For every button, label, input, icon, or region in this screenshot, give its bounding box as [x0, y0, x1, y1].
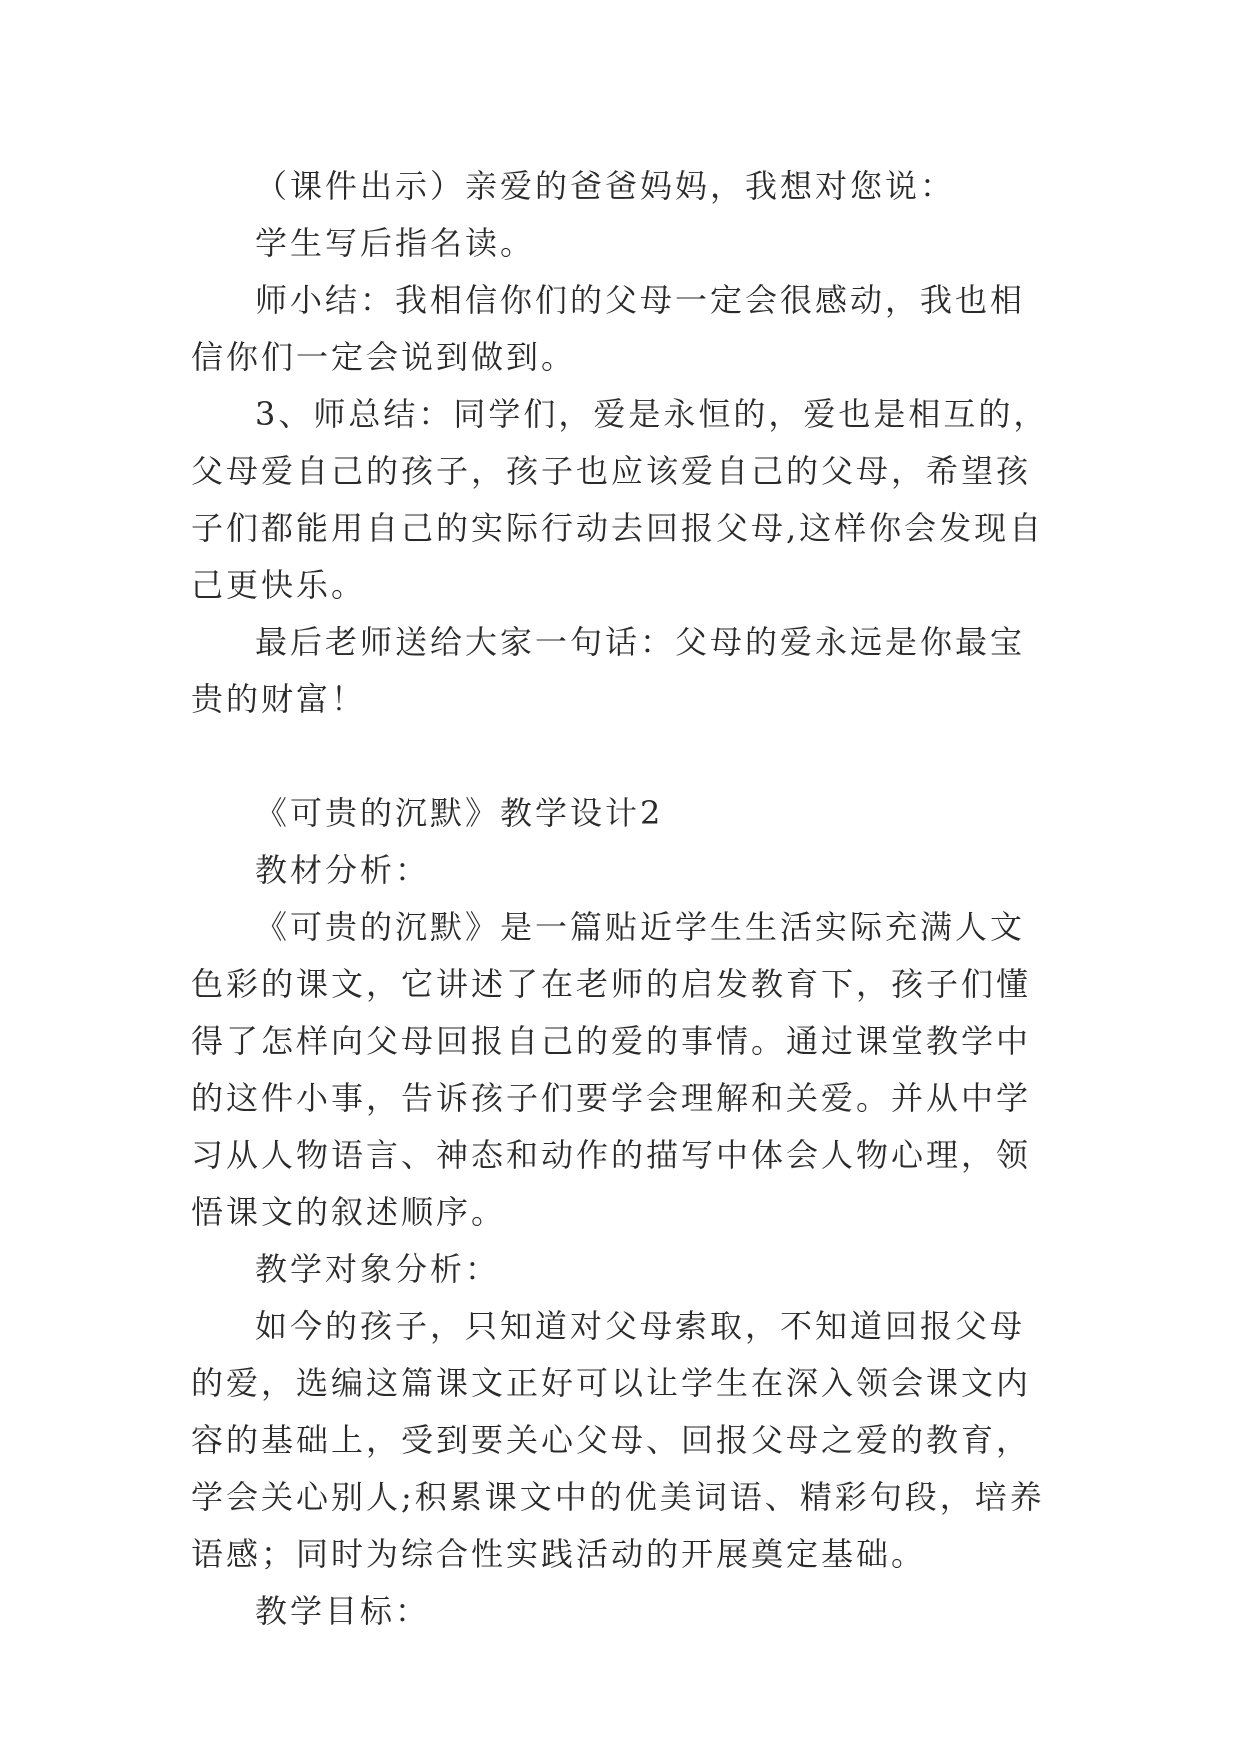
paragraph-courseware: （课件出示）亲爱的爸爸妈妈，我想对您说：: [255, 167, 956, 205]
label-material-analysis: 教材分析：: [255, 851, 431, 889]
label-object-analysis: 教学对象分析：: [255, 1250, 501, 1288]
paragraph-teacher-summary: 师小结：我相信你们的父母一定会很感动，我也相信你们一定会说到做到。: [191, 281, 1026, 376]
section-title: 《可贵的沉默》教学设计2: [255, 794, 664, 832]
paragraph-final-words: 最后老师送给大家一句话：父母的爱永远是你最宝贵的财富！: [191, 623, 1026, 718]
document-body: [191, 158, 1051, 1640]
label-teaching-goals: 教学目标：: [255, 1592, 431, 1630]
paragraph-conclusion: 3、师总结：同学们，爱是永恒的，爱也是相互的，父母爱自己的孩子，孩子也应该爱自己的父母，希望孩子们都能用自己的实际行动去回报父母,这样你会发现自己更快乐。: [191, 395, 1049, 604]
paragraph-material-analysis: 《可贵的沉默》是一篇贴近学生生活实际充满人文色彩的课文，它讲述了在老师的启发教育下，孩子们懂得了怎样向父母回报自己的爱的事情。通过课堂教学中的这件小事，告诉孩子们要学会理解和关爱。并从中学习从人物语言、神态和动作的描写中体会人物心理，领悟课文的叙述顺序。: [191, 908, 1032, 1231]
paragraph-students-read: 学生写后指名读。: [255, 224, 536, 262]
paragraph-object-analysis: 如今的孩子，只知道对父母索取，不知道回报父母的爱，选编这篇课文正好可以让学生在深入领会课文内容的基础上，受到要关心父母、回报父母之爱的教育，学会关心别人;积累课文中的优美词语、精彩句段，培养语感；同时为综合性实践活动的开展奠定基础。: [191, 1307, 1045, 1573]
